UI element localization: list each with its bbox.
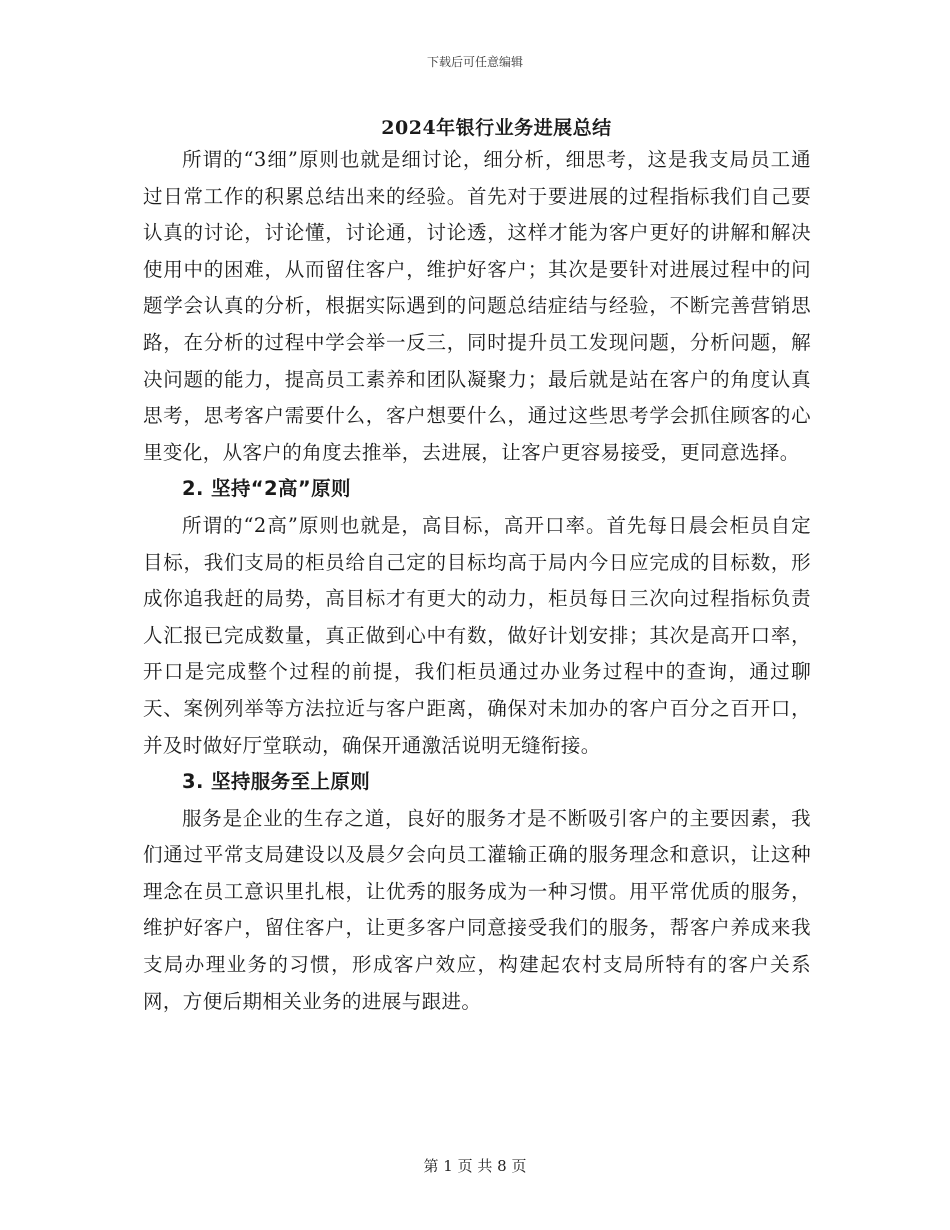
- document-title: 2024年银行业务进展总结: [381, 117, 612, 139]
- section-heading-service-first: 3. 坚持服务至上原则: [182, 770, 371, 794]
- page-header-note: 下载后可任意编辑: [426, 55, 523, 69]
- paragraph-3-details-principle: 所谓的“3细”原则也就是细讨论，细分析，细思考，这是我支局员工通过日常工作的积累总结出来的经验。首先对于要进展的过程指标我们自己要认真的讨论，讨论懂，讨论通，讨论透，这样才能为客户更好的讲解和解决使用中的困难，从而留住客户，维护好客户；其次是要针对进展过程中的问题学会认真的分析，根据实际遇到的问题总结症结与经验，不断完善营销思路，在分析的过程中学会举一反三，同时提升员工发现问题，分析问题，解决问题的能力，提高员工素养和团队凝聚力；最后就是站在客户的角度认真思考，思考客户需要什么，客户想要什么，通过这些思考学会抓住顾客的心里变化，从客户的角度去推举，去进展，让客户更容易接受，更同意选择。: [143, 148, 811, 464]
- paragraph-service-first: 服务是企业的生存之道，良好的服务才是不断吸引客户的主要因素，我们通过平常支局建设以及晨夕会向员工灌输正确的服务理念和意识，让这种理念在员工意识里扎根，让优秀的服务成为一种习惯。用平常优质的服务，维护好客户，留住客户，让更多客户同意接受我们的服务，帮客户养成来我支局办理业务的习惯，形成客户效应，构建起农村支局所特有的客户关系网，方便后期相关业务的进展与跟进。: [143, 806, 811, 1013]
- document-body: [143, 142, 811, 1020]
- section-heading-2-high-principle: 2. 坚持“2高”原则: [182, 477, 351, 501]
- paragraph-2-high-principle: 所谓的“2高”原则也就是，高目标，高开口率。首先每日晨会柜员自定目标，我们支局的柜员给自己定的目标均高于局内今日应完成的目标数，形成你追我赶的局势，高目标才有更大的动力，柜员每日三次向过程指标负责人汇报已完成数量，真正做到心中有数，做好计划安排；其次是高开口率，开口是完成整个过程的前提，我们柜员通过办业务过程中的查询，通过聊天、案例列举等方法拉近与客户距离，确保对未加办的客户百分之百开口，并及时做好厅堂联动，确保开通激活说明无缝衔接。: [143, 513, 811, 757]
- page-number: 第 1 页 共 8 页: [423, 1157, 527, 1175]
